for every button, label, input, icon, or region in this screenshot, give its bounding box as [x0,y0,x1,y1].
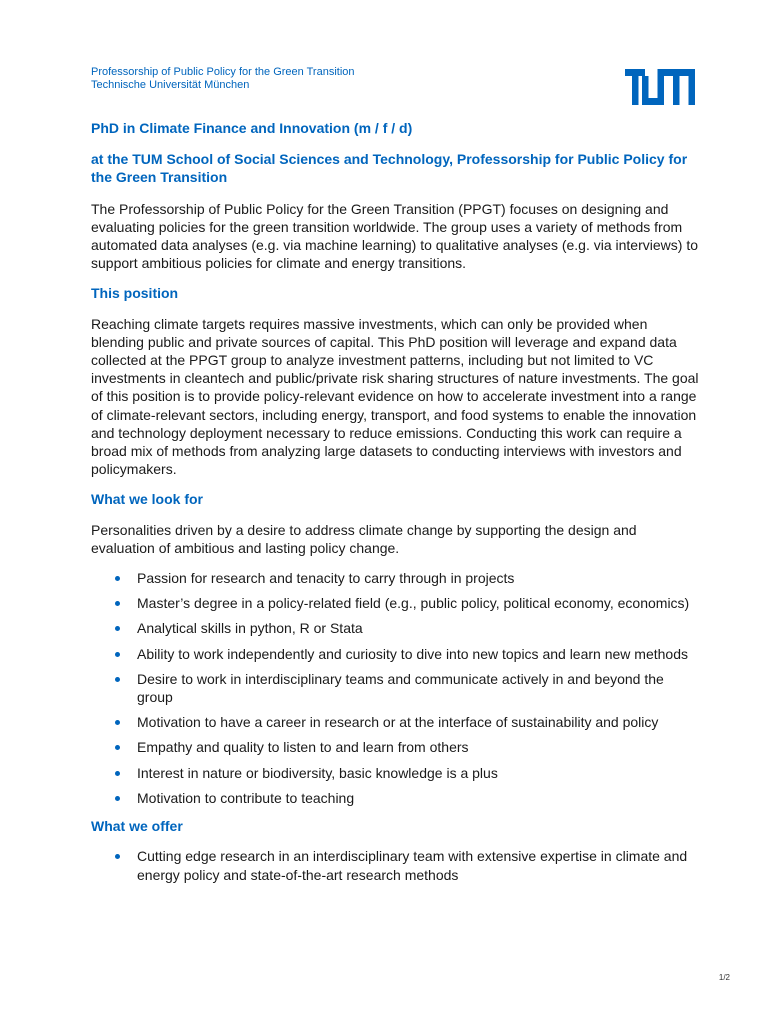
requirements-list [91,569,701,807]
page-number: 1/2 [718,973,730,982]
look-for-intro: Personalities driven by a desire to address climate change by supporting the design and evaluation of ambitious and lasting policy change. [91,521,637,556]
list-item: Cutting edge research in an interdisciplinary team with extensive expertise in climate and energy policy and state-of-the-art research methods [91,847,701,883]
intro-paragraph: The Professorship of Public Policy for the Green Transition (PPGT) focuses on designing and evaluating policies for the green transition worldwide. The group uses a variety of methods from automated data analyses (e.g. via machine learning) to qualitative analyses (e.g. via interviews) to support ambitious policies for climate and energy transitions. [91,200,698,272]
list-item: Motivation to have a career in research or at the interface of sustainability and policy [91,713,701,731]
job-subtitle: at the TUM School of Social Sciences and Technology, Professorship for Public Policy for the Green Transition [91,151,688,186]
position-heading: This position [91,285,179,302]
list-item: Empathy and quality to listen to and learn from others [91,738,701,756]
list-item: Analytical skills in python, R or Stata [91,619,701,637]
bullet-icon [115,626,120,631]
university-name: Technische Universität München [91,79,250,91]
offer-heading: What we offer [91,818,183,835]
bullet-icon [115,720,120,725]
bullet-icon [115,601,120,606]
offer-list [91,847,701,883]
bullet-icon [115,745,120,750]
document-body [91,119,701,894]
list-item: Motivation to contribute to teaching [91,789,701,807]
institution-header [91,66,355,92]
list-item: Interest in nature or biodiversity, basic knowledge is a plus [91,764,701,782]
list-item: Passion for research and tenacity to carry through in projects [91,569,701,587]
bullet-icon [115,652,120,657]
bullet-icon [115,677,120,682]
bullet-icon [115,796,120,801]
professorship-name: Professorship of Public Policy for the Green Transition [91,66,355,78]
bullet-icon [115,854,120,859]
position-paragraph: Reaching climate targets requires massive investments, which can only be provided when blending public and private sources of capital. This PhD position will leverage and expand data collected at the PPGT group to analyze investment patterns, including but not limited to VC investments in cleantech and public/private risk sharing structures of nature investments. The goal of this position is to provide policy-relevant evidence on how to accelerate investment into a range of climate-relevant sectors, including energy, transport, and food systems to enable the innovation and technology deployment necessary to reduce emissions. Conducting this work can require a broad mix of methods from analyzing large datasets to conducting interviews with investors and policymakers. [91,315,699,478]
list-item: Master’s degree in a policy-related field (e.g., public policy, political economy, economics) [91,594,701,612]
bullet-icon [115,576,120,581]
list-item: Ability to work independently and curiosity to dive into new topics and learn new methods [91,645,701,663]
job-title: PhD in Climate Finance and Innovation (m / f / d) [91,120,413,136]
look-for-heading: What we look for [91,491,203,508]
bullet-icon [115,771,120,776]
tum-logo [625,69,695,105]
list-item: Desire to work in interdisciplinary teams and communicate actively in and beyond the group [91,670,701,706]
